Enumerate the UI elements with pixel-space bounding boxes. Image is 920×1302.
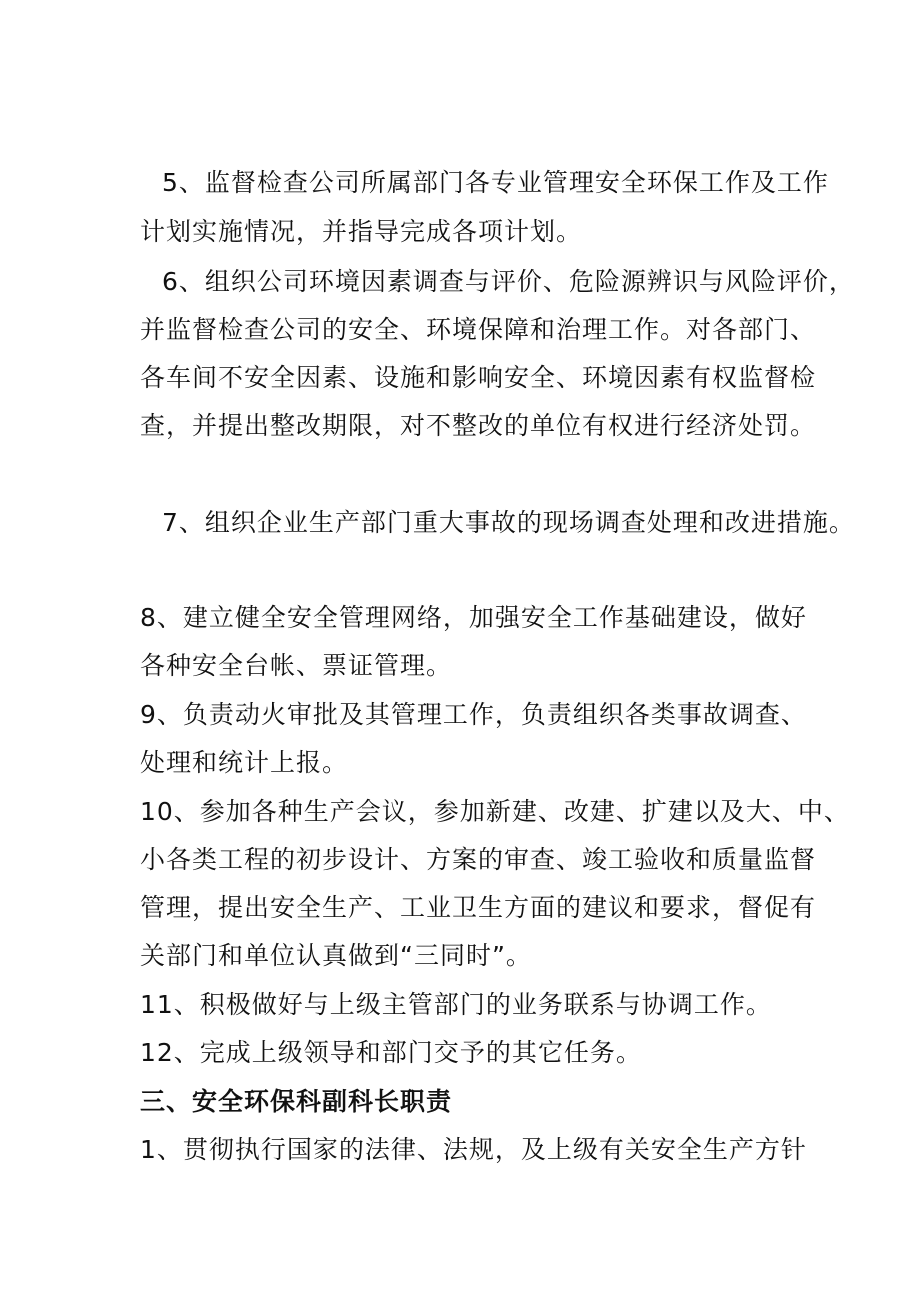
paragraph-12-line-1: 12、完成上级领导和部门交予的其它任务。	[140, 1038, 642, 1067]
paragraph-10-line-3: 管理，提出安全生产、工业卫生方面的建议和要求，督促有	[140, 893, 817, 922]
paragraph-5-line-1: 5、监督检查公司所属部门各专业管理安全环保工作及工作	[162, 168, 829, 197]
paragraph-11-line-1: 11、积极做好与上级主管部门的业务联系与协调工作。	[140, 990, 772, 1019]
paragraph-10-line-2: 小各类工程的初步设计、方案的审查、竣工验收和质量监督	[140, 845, 817, 874]
paragraph-6-line-2: 并监督检查公司的安全、环境保障和治理工作。对各部门、	[140, 315, 817, 344]
paragraph-5-line-2: 计划实施情况，并指导完成各项计划。	[140, 217, 583, 246]
paragraph-7-line-1: 7、组织企业生产部门重大事故的现场调查处理和改进措施。	[162, 508, 855, 537]
section-item-1-line-1: 1、贯彻执行国家的法律、法规，及上级有关安全生产方针	[140, 1135, 807, 1164]
paragraph-9-line-1: 9、负责动火审批及其管理工作，负责组织各类事故调查、	[140, 700, 807, 729]
paragraph-6-line-3: 各车间不安全因素、设施和影响安全、环境因素有权监督检	[140, 363, 817, 392]
paragraph-8-line-1: 8、建立健全安全管理网络，加强安全工作基础建设，做好	[140, 603, 807, 632]
paragraph-6-line-4: 查，并提出整改期限，对不整改的单位有权进行经济处罚。	[140, 411, 817, 440]
paragraph-9-line-2: 处理和统计上报。	[140, 748, 349, 777]
paragraph-8-line-2: 各种安全台帐、票证管理。	[140, 651, 453, 680]
paragraph-6-line-1: 6、组织公司环境因素调查与评价、危险源辨识与风险评价，	[162, 267, 855, 296]
section-heading: 三、安全环保科副科长职责	[140, 1087, 453, 1116]
paragraph-10-line-4: 关部门和单位认真做到“三同时”。	[140, 941, 532, 970]
paragraph-10-line-1: 10、参加各种生产会议，参加新建、改建、扩建以及大、中、	[140, 797, 850, 826]
